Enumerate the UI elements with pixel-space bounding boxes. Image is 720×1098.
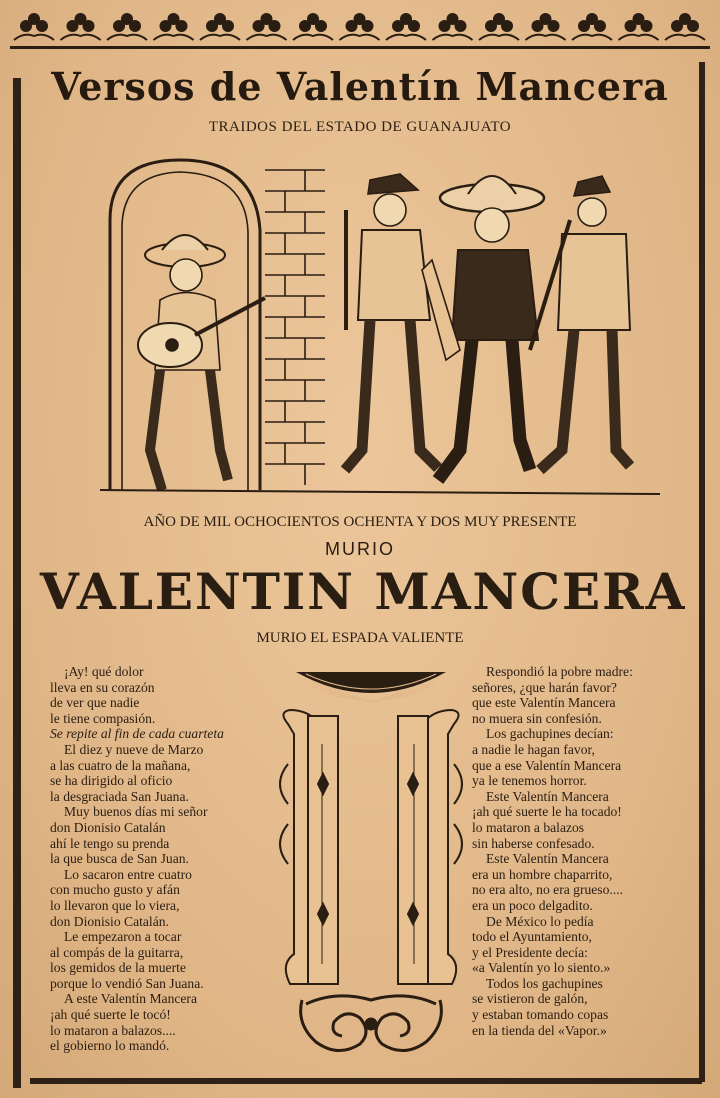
verse-line: se ha dirigido al oficio [50,773,173,789]
verse-line: Lo sacaron entre cuatro [64,866,192,882]
central-ornament [276,664,466,1064]
verse-line: Respondió la pobre madre: [486,664,633,679]
scroll-ornament-icon [301,996,442,1051]
verse-line: Le empezaron a tocar [64,929,182,945]
verse-line: todo el Ayuntamiento, [472,929,592,945]
verse-line: en la tienda del «Vapor.» [472,1022,607,1038]
verse-line: al compás de la guitarra, [50,944,184,960]
sunburst-ornament-icon [296,672,446,702]
verse-line: El diez y nueve de Marzo [64,741,204,757]
verse-line: a las cuatro de la mañana, [50,757,191,773]
verse-line: sin haberse confesado. [472,835,595,851]
verse-line: señores, ¿que harán favor? [472,679,617,695]
verse-line: ahí le tengo su prenda [50,835,170,851]
verse-line: ¡ah qué suerte le tocó! [50,1007,171,1023]
verse-line: de ver que nadie [50,695,140,711]
verse-line: con mucho gusto y afán [50,882,180,898]
bottom-border-rule [30,1078,702,1084]
verse-column-right [472,664,692,1038]
murio-line: MURIO [325,539,395,559]
clover-ornament-border-icon [10,6,710,56]
page-title: Versos de Valentín Mancera [51,64,669,109]
verse-line: lleva en su corazón [50,679,155,695]
verse-line: A este Valentín Mancera [64,991,197,1007]
subtitle: TRAIDOS DEL ESTADO DE GUANAJUATO [208,119,512,135]
year-line: AÑO DE MIL OCHOCIENTOS OCHENTA Y DOS MUY PRESENTE [143,514,577,530]
verse-line: don Dionisio Catalán. [50,913,169,929]
right-border-rule [699,62,705,1082]
verse-line: ¡ah qué suerte le ha tocado! [472,804,622,820]
refrain-note: Se repite al fin de cada cuarteta [50,726,224,742]
woodcut-illustration [100,150,660,502]
verse-line: «a Valentín yo lo siento.» [472,960,611,976]
verse-line: no muera sin confesión. [472,710,602,726]
verse-line: era un poco delgadito. [472,897,593,913]
verse-line: ya le tenemos horror. [472,773,587,789]
verse-line: lo llevaron que lo viera, [50,897,180,913]
verse-line: el gobierno lo mandó. [50,1038,170,1054]
verse-line: que a ese Valentín Mancera [472,757,622,773]
verse-line: se vistieron de galón, [472,991,588,1007]
column-ornament-icon [280,710,462,984]
verse-line: lo mataron a balazos [472,819,585,835]
verse-line: era un hombre chaparrito, [472,866,613,882]
verse-line: Todos los gachupines [486,975,603,991]
verse-line: Este Valentín Mancera [486,788,609,804]
left-border-rule [13,78,21,1088]
verse-line: la desgraciada San Juana. [50,788,189,804]
verse-line: Este Valentín Mancera [486,851,609,867]
verse-line: don Dionisio Catalán [50,819,166,835]
verse-line: porque lo vendió San Juana. [50,975,204,991]
verse-column-left [50,664,280,1054]
verse-line: ¡Ay! qué dolor [64,664,144,679]
espada-line: MURIO EL ESPADA VALIENTE [256,630,464,646]
verse-line: no era alto, no era grueso.... [472,882,623,898]
verse-line: la que busca de San Juan. [50,851,189,867]
verse-line: De México lo pedía [486,913,594,929]
verse-line: y estaban tomando copas [472,1007,609,1023]
verse-line: lo mataron a balazos.... [50,1022,176,1038]
verse-line: le tiene compasión. [50,710,156,726]
verse-line: Muy buenos días mi señor [64,804,208,820]
verse-line: que este Valentín Mancera [472,695,616,711]
verse-line: los gemidos de la muerte [50,960,186,976]
verse-line: y el Presidente decía: [472,944,588,960]
verse-line: a nadie le hagan favor, [472,741,595,757]
verse-line: Los gachupines decían: [486,726,614,742]
name-heading: VALENTIN MANCERA [40,562,687,621]
